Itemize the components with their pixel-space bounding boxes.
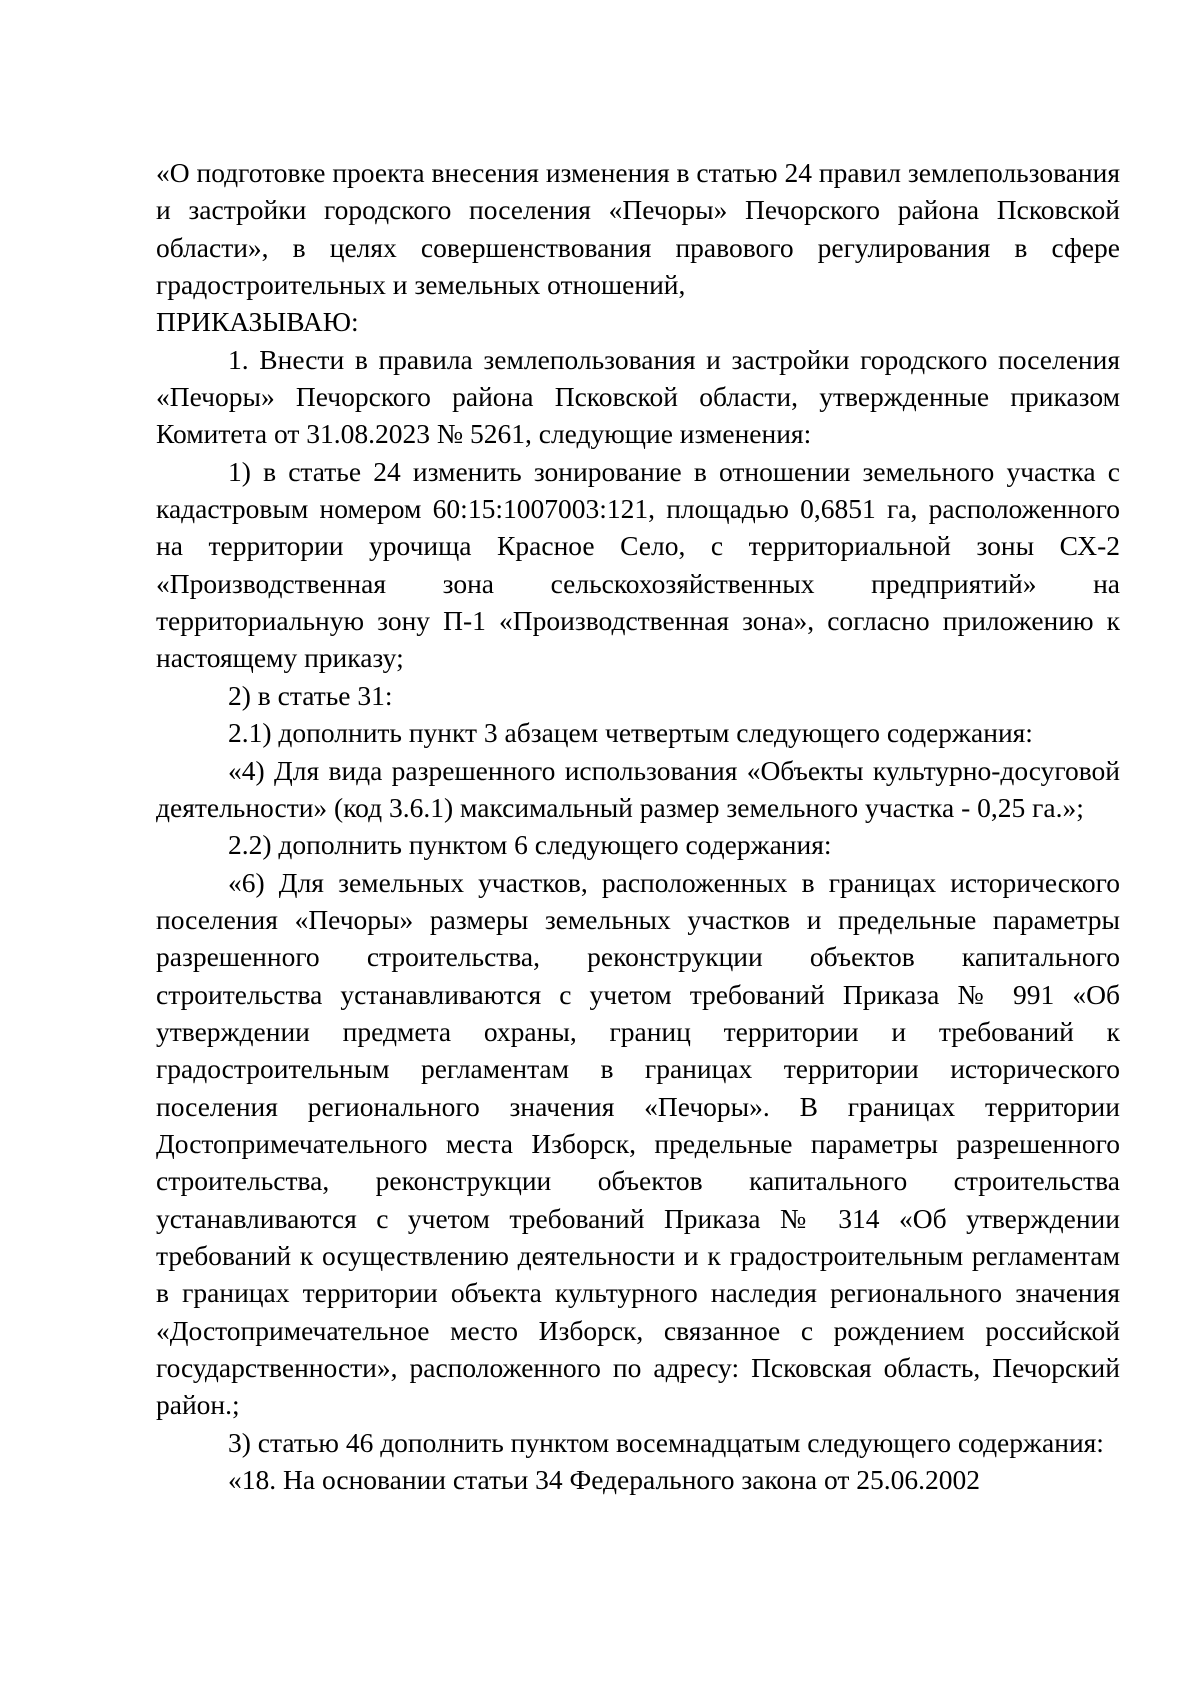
- paragraph-item-1-2-1: 2.1) дополнить пункт 3 абзацем четвертым следующего содержания:: [228, 717, 1033, 749]
- paragraph-item-1-2-2: 2.2) дополнить пунктом 6 следующего содержания:: [228, 829, 832, 861]
- paragraph-item-1-3: 3) статью 46 дополнить пунктом восемнадцатым следующего содержания:: [228, 1426, 1104, 1458]
- paragraph-item-1-3-quote: «18. На основании статьи 34 Федерального закона от 25.06.2002: [228, 1464, 981, 1496]
- intro-paragraph: «О подготовке проекта внесения изменения в статью 24 правил землепользования и застройки городского поселения «Печоры» Печорского района Псковской области», в целях совершенствования правового регулирования в сфере градостроительных и земельных отношений,: [156, 157, 1120, 301]
- paragraph-item-1-2-2-quote: «6) Для земельных участков, расположенных в границах исторического поселения «Печоры» размеры земельных участков и предельные параметры разрешенного строительства, реконструкции объектов капитального строительства устанавливаются с учетом требований Приказа № 991 «Об утверждении предмета охраны, границ территории и требований к градостроительным регламентам в границах территории исторического поселения регионального значения «Печоры». В границах территории Достопримечательного места Изборск, предельные параметры разрешенного строительства, реконструкции объектов капитального строительства устанавливаются с учетом требований Приказа № 314 «Об утверждении требований к осуществлению деятельности и к градостроительным регламентам в границах территории объекта культурного наследия регионального значения «Достопримечательное место Изборск, связанное с рождением российской государственности», расположенного по адресу: Псковская область, Печорский район.;: [156, 866, 1120, 1421]
- paragraph-item-1-1: 1) в статье 24 изменить зонирование в отношении земельного участка с кадастровым номером 60:15:1007003:121, площадью 0,6851 га, расположенного на территории урочища Красное Село, с территориальной зоны СХ-2 «Производственная зона сельскохозяйственных предприятий» на территориальную зону П-1 «Производственная зона», согласно приложению к настоящему приказу;: [156, 455, 1120, 674]
- paragraph-item-1: 1. Внести в правила землепользования и застройки городского поселения «Печоры» Печорского района Псковской области, утвержденные приказом Комитета от 31.08.2023 № 5261, следующие изменения:: [156, 343, 1120, 450]
- order-heading: ПРИКАЗЫВАЮ:: [156, 306, 359, 338]
- paragraph-item-1-2-1-quote: «4) Для вида разрешенного использования «Объекты культурно-досуговой деятельности» (код 3.6.1) максимальный размер земельного участка - 0,25 га.»;: [156, 754, 1120, 823]
- document-text-body: [156, 154, 1120, 1498]
- paragraph-item-1-2: 2) в статье 31:: [228, 679, 393, 711]
